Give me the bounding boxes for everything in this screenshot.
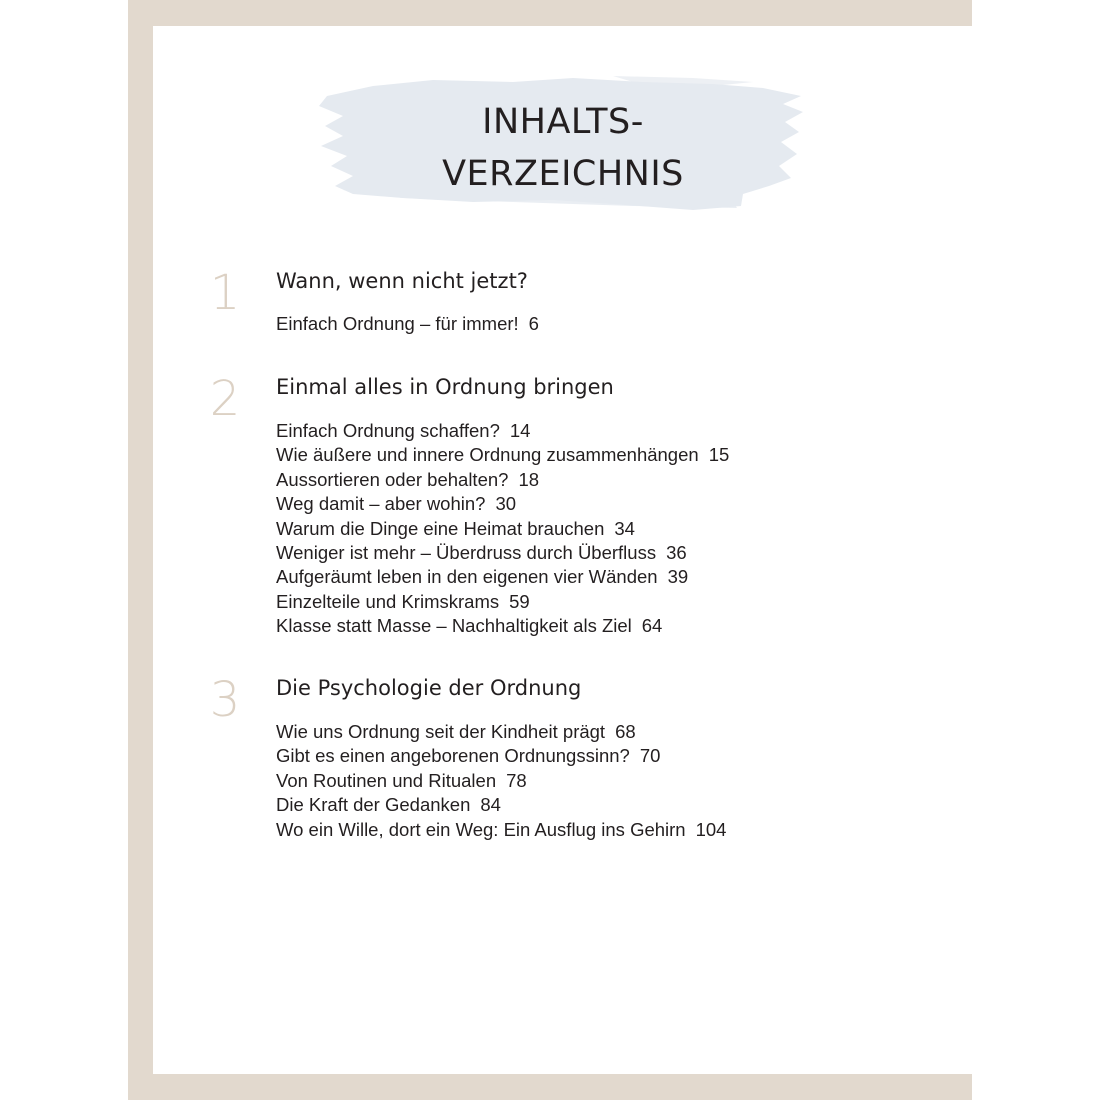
entry-page: 104	[695, 818, 727, 840]
toc-entry[interactable]	[276, 443, 729, 467]
entry-page: 18	[518, 468, 540, 490]
entry-title: Weniger ist mehr – Überdruss durch Überfluss	[276, 542, 657, 564]
entry-title: Aussortieren oder behalten?	[276, 468, 509, 490]
entry-title: Von Routinen und Ritualen	[276, 769, 497, 791]
toc-entry[interactable]	[276, 468, 729, 492]
toc-entry[interactable]	[276, 419, 729, 443]
entry-page: 14	[509, 420, 531, 441]
entry-page: 30	[495, 493, 517, 515]
entry-page: 36	[666, 542, 687, 564]
chapter-number: 3	[209, 672, 241, 728]
entry-title: Wie uns Ordnung seit der Kindheit prägt	[276, 721, 606, 742]
entry-page: 78	[506, 769, 527, 791]
title-line-2: VERZEICHNIS	[442, 154, 684, 194]
toc-entry[interactable]	[276, 312, 539, 336]
entry-title: Gibt es einen angeborenen Ordnungssinn?	[276, 745, 630, 767]
toc-entry[interactable]	[276, 744, 726, 768]
chapter-number: 2	[209, 371, 241, 427]
entry-title: Klasse statt Masse – Nachhaltigkeit als Ziel	[276, 615, 632, 637]
toc-entry[interactable]	[276, 793, 726, 817]
entry-page: 6	[528, 313, 539, 334]
entry-title: Wo ein Wille, dort ein Weg: Ein Ausflug ins Gehirn	[276, 818, 686, 840]
entry-page: 15	[708, 444, 730, 466]
toc-entry[interactable]	[276, 769, 726, 793]
entry-title: Weg damit – aber wohin?	[276, 493, 486, 515]
entry-title: Einzelteile und Krimskrams	[276, 590, 500, 612]
entry-page: 59	[509, 590, 530, 612]
toc-entry[interactable]	[276, 818, 726, 842]
chapter-entries	[276, 419, 729, 639]
entry-title: Warum die Dinge eine Heimat brauchen	[276, 517, 605, 539]
toc-entry[interactable]	[276, 541, 729, 565]
toc-entry[interactable]	[276, 492, 729, 516]
entry-title: Die Kraft der Gedanken	[276, 794, 471, 816]
entry-title: Einfach Ordnung schaffen?	[276, 420, 500, 441]
chapter-number: 1	[209, 265, 241, 321]
entry-page: 68	[615, 721, 636, 742]
page-title	[313, 96, 813, 200]
entry-page: 84	[480, 794, 501, 816]
toc-entry[interactable]	[276, 590, 729, 614]
chapter-title: Einmal alles in Ordnung bringen	[276, 375, 614, 399]
entry-page: 64	[641, 615, 663, 637]
title-line-1: INHALTS-	[482, 102, 644, 142]
chapter-entries	[276, 720, 726, 842]
toc-entry[interactable]	[276, 720, 726, 744]
entry-title: Einfach Ordnung – für immer!	[276, 313, 519, 334]
entry-page: 70	[639, 745, 661, 767]
toc-entry[interactable]	[276, 517, 729, 541]
entry-title: Aufgeräumt leben in den eigenen vier Wänden	[276, 566, 658, 588]
chapter-entries	[276, 312, 539, 336]
chapter-title: Wann, wenn nicht jetzt?	[276, 269, 528, 293]
toc-entry[interactable]	[276, 614, 729, 638]
entry-page: 39	[667, 566, 689, 588]
entry-page: 34	[614, 517, 635, 539]
toc-entry[interactable]	[276, 565, 729, 589]
entry-title: Wie äußere und innere Ordnung zusammenhängen	[276, 444, 699, 466]
chapter-title: Die Psychologie der Ordnung	[276, 676, 582, 700]
